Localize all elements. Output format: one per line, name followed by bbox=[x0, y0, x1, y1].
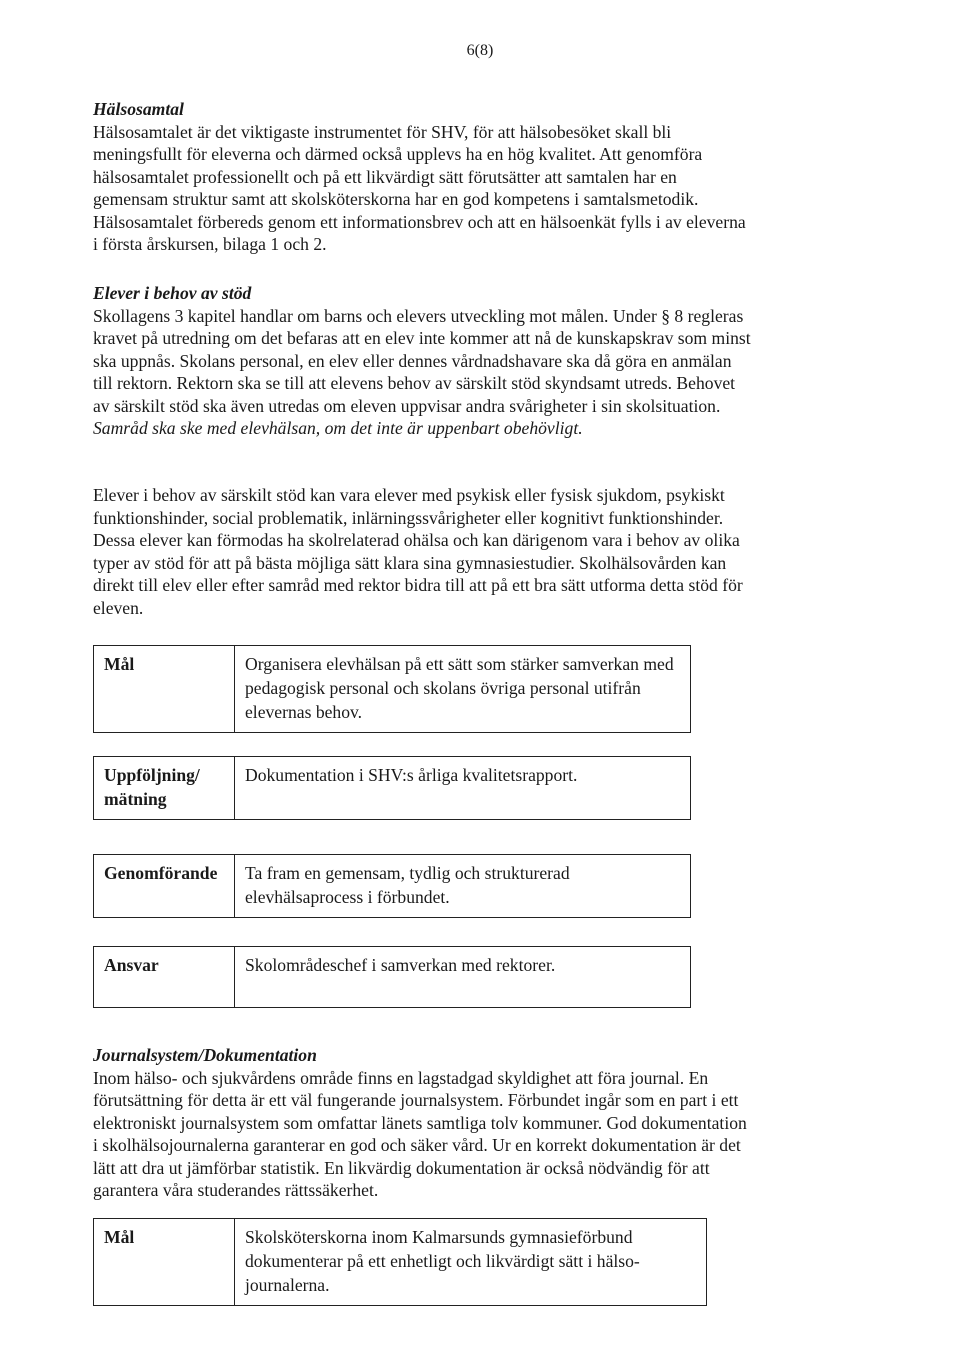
section-heading: Elever i behov av stöd bbox=[93, 283, 252, 303]
section-elever-paragraph bbox=[93, 484, 753, 619]
journal-goal-box bbox=[93, 1218, 707, 1306]
section-elever-i-behov bbox=[93, 282, 753, 440]
box-label: Uppföljning/ mätning bbox=[94, 757, 235, 820]
box-text: Dokumentation i SHV:s årliga kvalitetsrapport. bbox=[235, 757, 691, 820]
box-label: Ansvar bbox=[94, 947, 235, 1008]
paragraph: Hälsosamtalet är det viktigaste instrumentet för SHV, för att hälsobesöket skall bli meningsfullt för eleverna och därmed också upplevs ha en hög kvalitet. Att genomföra hälsosamtalet professionellt och på ett likvärdigt sätt förutsätter att samtalen har en gemensam struktur samt att skolsköterskorna har en god kompetens i samtalsmetodik. Hälsosamtalet förbereds genom ett informationsbrev och att en hälsoenkät fylls i av eleverna i första årskursen, bilaga 1 och 2. bbox=[93, 121, 746, 254]
section-halsosamtal bbox=[93, 98, 753, 256]
followup-box bbox=[93, 756, 691, 820]
section-heading: Hälsosamtal bbox=[93, 99, 184, 119]
box-text: Skolområdeschef i samverkan med rektorer. bbox=[235, 947, 691, 1008]
box-text: Ta fram en gemensam, tydlig och strukturerad elevhälsaprocess i förbundet. bbox=[235, 855, 691, 918]
responsibility-box bbox=[93, 946, 691, 1008]
italic-note: Samråd ska ske med elevhälsan, om det inte är uppenbart obehövligt. bbox=[93, 418, 583, 438]
box-text: Organisera elevhälsan på ett sätt som stärker samverkan med pedagogisk personal och skolans övriga personal utifrån elevernas behov. bbox=[235, 646, 691, 733]
section-heading: Journalsystem/Dokumentation bbox=[93, 1045, 317, 1065]
box-text: Skolsköterskorna inom Kalmarsunds gymnasieförbund dokumenterar på ett enhetligt och likvärdigt sätt i hälso-journalerna. bbox=[235, 1219, 707, 1306]
paragraph: Skollagens 3 kapitel handlar om barns och elevers utveckling mot målen. Under § 8 regleras kravet på utredning om det befaras att en elev inte kommer att nå de kunskapskrav som minst ska uppnås. Skolans personal, en elev eller dennes vårdnadshavare ska då göra en anmälan till rektorn. Rektorn ska se till att elevens behov av särskilt stöd skyndsamt utreds. Behovet av särskilt stöd ska även utredas om eleven uppvisar andra svårigheter i sin skolsituation. bbox=[93, 305, 751, 416]
box-label: Genomförande bbox=[94, 855, 235, 918]
page-number: 6(8) bbox=[466, 42, 494, 59]
box-label: Mål bbox=[94, 1219, 235, 1306]
box-label: Mål bbox=[94, 646, 235, 733]
implementation-box bbox=[93, 854, 691, 918]
goal-box bbox=[93, 645, 691, 733]
paragraph: Elever i behov av särskilt stöd kan vara elever med psykisk eller fysisk sjukdom, psykiskt funktionshinder, social problematik, inlärningssvårigheter eller kognitivt funktionshinder. Dessa elever kan förmodas ha skolrelaterad ohälsa och kan därigenom vara i behov av olika typer av stöd för att på bästa möjliga sätt klara sina gymnasiestudier. Skolhälsovården kan direkt till elev eller efter samråd med rektor bidra till att på ett bra sätt utforma detta stöd för eleven. bbox=[93, 485, 743, 618]
paragraph: Inom hälso- och sjukvårdens område finns en lagstadgad skyldighet att föra journal. En förutsättning för detta är ett väl fungerande journalsystem. Förbundet ingår som en part i ett elektroniskt journalsystem som omfattar länets samtliga tolv kommuner. God dokumentation i skolhälsojournalerna garanterar en god och säker vård. Ur en korrekt dokumentation är det lätt att dra ut jämförbar statistik. En likvärdig dokumentation är också nödvändig för att garantera våra studerandes rättssäkerhet. bbox=[93, 1067, 747, 1200]
section-journalsystem bbox=[93, 1044, 753, 1202]
